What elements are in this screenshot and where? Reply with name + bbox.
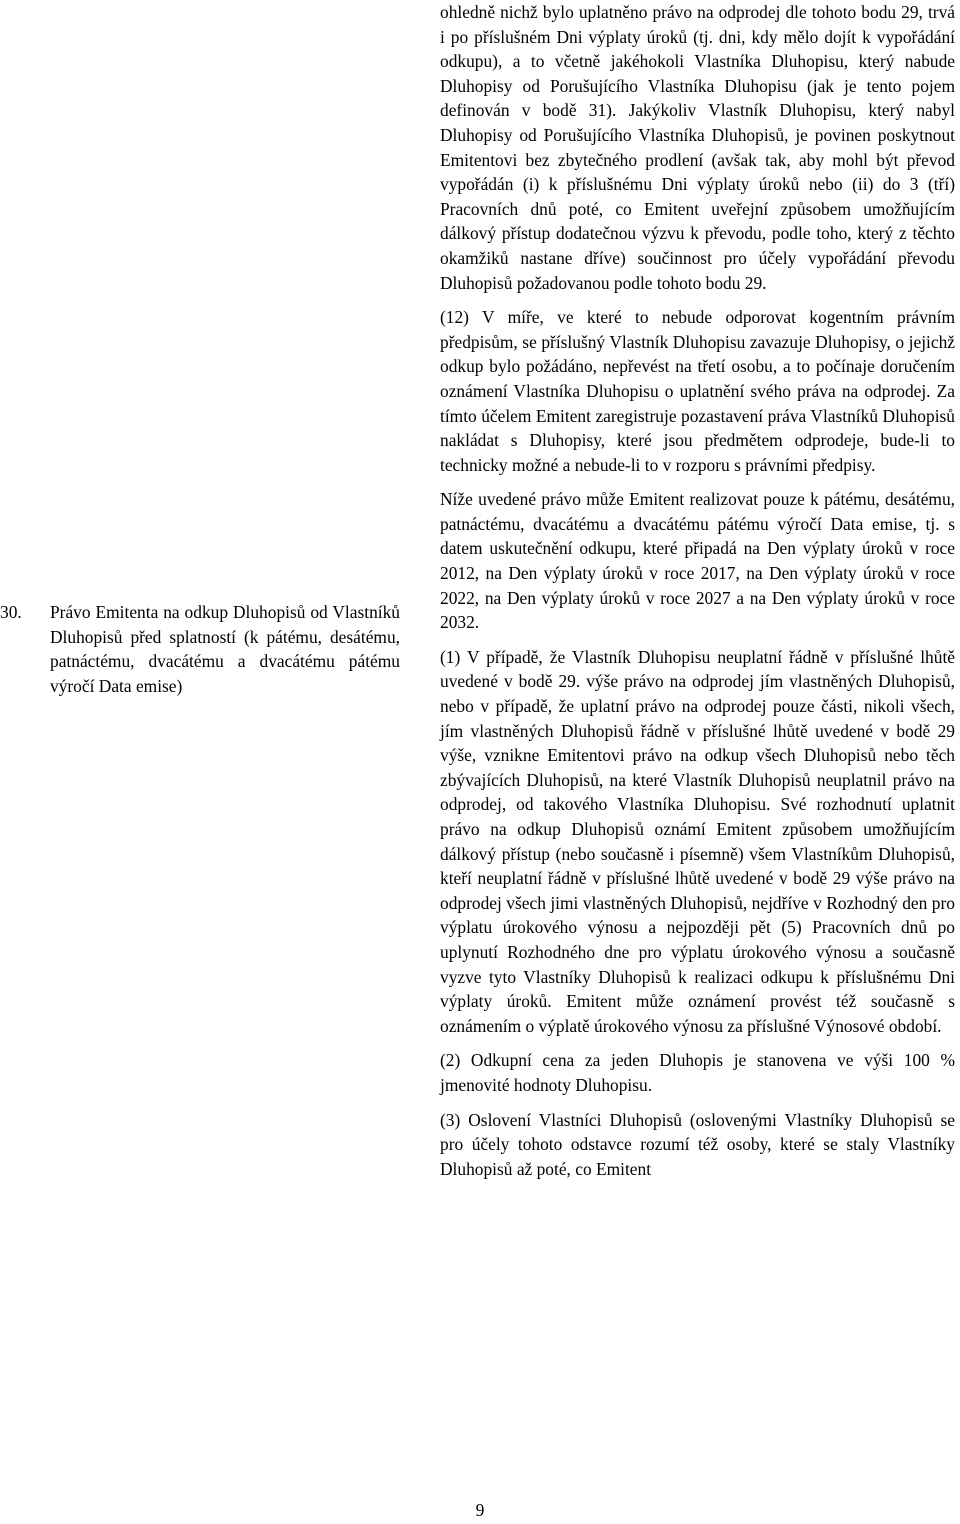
section-heading <box>0 600 400 698</box>
paragraph-intro-section-30: Níže uvedené právo může Emitent realizovat pouze k pátému, desátému, patnáctému, dvacátému a dvacátému pátému výročí Data emise, tj. s datem uskutečnění odkupu, které připadá na Den výplaty úroků v roce 2012, na Den výplaty úroků v roce 2017, na Den výplaty úroků v roce 2022, na Den výplaty úroků v roce 2027 a na Den výplaty úroků v roce 2032. <box>440 489 955 633</box>
section-title: Právo Emitenta na odkup Dluhopisů od Vlastníků Dluhopisů před splatností (k pátému, desátému, patnáctému, dvacátému a dvacátému pátému výročí Data emise) <box>50 602 400 696</box>
paragraph-12: (12) V míře, ve které to nebude odporovat kogentním právním předpisům, se příslušný Vlastník Dluhopisu zavazuje Dluhopisy, o jejichž odkup bylo požádáno, nepřevést na třetí osobu, a to počínaje doručením oznámení Vlastníka Dluhopisu o uplatnění svého práva na odprodej. Za tímto účelem Emitent zaregistruje pozastavení práva Vlastníků Dluhopisů nakládat s Dluhopisy, které jsou předmětem odprodeje, bude-li to technicky možné a nebude-li to v rozporu s právními předpisy. <box>440 307 955 475</box>
section-number: 30. <box>0 602 22 622</box>
paragraph-3: (3) Oslovení Vlastníci Dluhopisů (oslovenými Vlastníky Dluhopisů se pro účely tohoto odstavce rozumí též osoby, které se staly Vlastníky Dluhopisů až poté, co Emitent <box>440 1109 955 1179</box>
page-number: 9 <box>475 1500 485 1520</box>
paragraph-2: (2) Odkupní cena za jeden Dluhopis je stanovena ve výši 100 % jmenovité hodnoty Dluhopisu. <box>440 1050 955 1095</box>
paragraph-1: (1) V případě, že Vlastník Dluhopisu neuplatní řádně v příslušné lhůtě uvedené v bodě 29. výše právo na odprodej jím vlastněných Dluhopisů, nebo v případě, že uplatní právo na odprodej pouze části, nikoli všech, jím vlastněných Dluhopisů řádně v příslušné lhůtě uvedené v bodě 29 výše, vznikne Emitentovi právo na odkup všech Dluhopisů nebo těch zbývajících Dluhopisů, na které Vlastník Dluhopisů neuplatnil právo na odprodej, od takového Vlastníka Dluhopisu. Své rozhodnutí uplatnit právo na odkup Dluhopisů oznámí Emitent způsobem umožňujícím dálkový přístup (nebo současně i písemně) všem Vlastníkům Dluhopisů, kteří neuplatní řádně v příslušné lhůtě uvedené v bodě 29 výše právo na odprodej všech jimi vlastněných Dluhopisů, nejdříve v Rozhodný den pro výplatu úrokového výnosu a nejpozději pět (5) Pracovních dnů po uplynutí Rozhodného dne pro výplatu úrokového výnosu a současně vyzve tyto Vlastníky Dluhopisů k realizaci odkupu k příslušnému Dni výplaty úroků. Emitent může oznámení provést též současně s oznámením o výplatě úrokového výnosu za příslušné Výnosové období. <box>440 646 955 1036</box>
section-heading-column <box>0 600 400 698</box>
body-text-column <box>440 0 955 1191</box>
paragraph-continuation: ohledně nichž bylo uplatněno právo na odprodej dle tohoto bodu 29, trvá i po příslušném Dni výplaty úroků (tj. dni, kdy mělo dojít k vypořádání odkupu), a to včetně jakéhokoli Vlastníka Dluhopisu, který nabude Dluhopisy od Porušujícího Vlastníka Dluhopisu (jak je tento pojem definován v bodě 31). Jakýkoliv Vlastník Dluhopisu, který nabyl Dluhopisy od Porušujícího Vlastníka Dluhopisů, je povinen poskytnout Emitentovi bez zbytečného prodlení (avšak tak, aby mohl být převod vypořádán (i) k příslušnému Dni výplaty úroků nebo (ii) do 3 (tří) Pracovních dnů poté, co Emitent uveřejní způsobem umožňujícím dálkový přístup dodatečnou výzvu k převodu, podle toho, který z těchto okamžiků nastane dříve) součinnost pro účely vypořádání převodu Dluhopisů požadovanou podle tohoto bodu 29. <box>440 2 955 293</box>
